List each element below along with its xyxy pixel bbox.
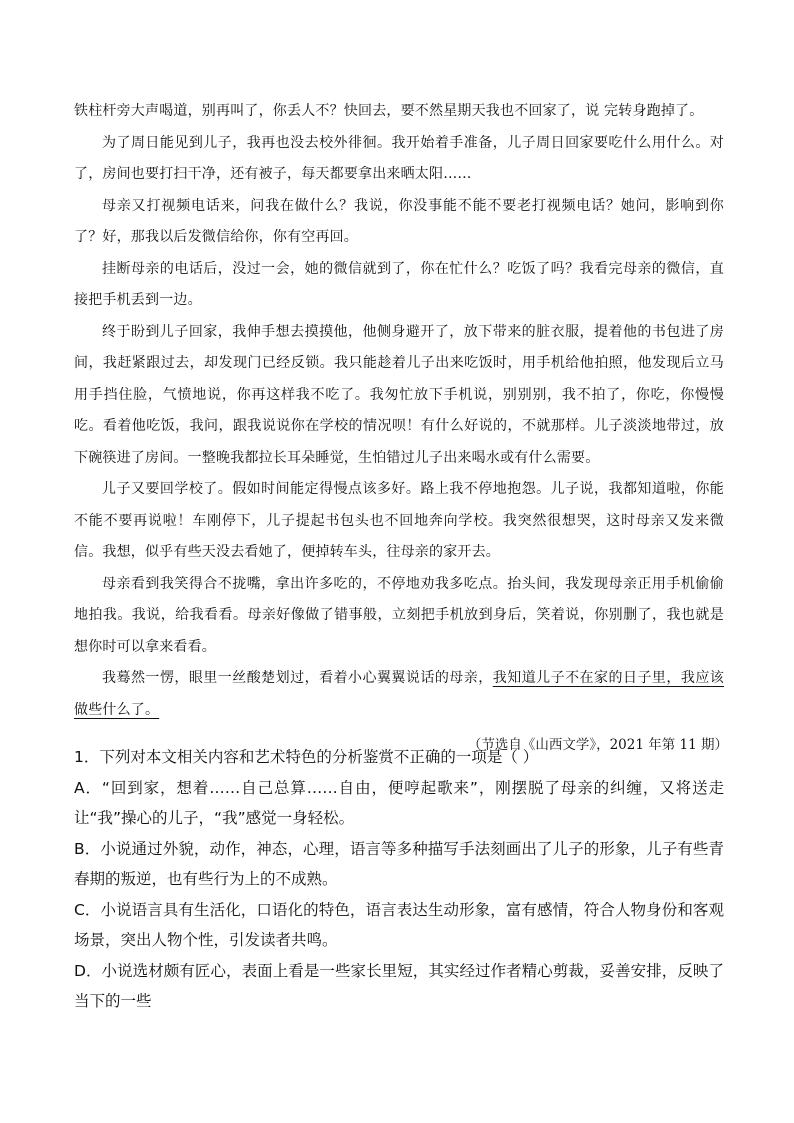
- paragraph-8-text: 我蓦然一愣，眼里一丝酸楚划过，看着小心翼翼说话的母亲，: [102, 670, 493, 686]
- option-d: D．小说选材颇有匠心，表面上看是一些家长里短，其实经过作者精心剪裁，妥善安排，反映了当下的一些: [74, 961, 724, 1010]
- option-c: C．小说语言具有生活化，口语化的特色，语言表达生动形象，富有感情，符合人物身份和客观场景，突出人物个性，引发读者共鸣。: [74, 900, 724, 949]
- question-section: [74, 742, 724, 1017]
- question-stem: 1．下列对本文相关内容和艺术特色的分析鉴赏不正确的一项是（ ）: [74, 748, 539, 766]
- underlined-sentence: 我知道儿子不在家的日子里，我应该做些什么了。: [74, 670, 725, 718]
- paragraph-2: 为了周日能见到儿子，我再也没去校外徘徊。我开始着手准备，儿子周日回家要吃什么用什么。对了，房间也要打扫干净，还有被子，每天都要拿出来晒太阳……: [74, 134, 724, 182]
- option-b: B．小说通过外貌，动作，神态，心理，语言等多种描写手法刻画出了儿子的形象，儿子有些青春期的叛逆，也有些行为上的不成熟。: [74, 839, 724, 888]
- paragraph-3: 母亲又打视频电话来，问我在做什么？我说，你没事能不能不要老打视频电话？她问，影响到你了？好，那我以后发微信给你，你有空再回。: [74, 197, 724, 245]
- option-a: A．“回到家，想着……自己总算……自由，便哼起歌来”，刚摆脱了母亲的纠缠，又将送走让“我”操心的儿子，“我”感觉一身轻松。: [74, 778, 724, 827]
- paragraph-8: [74, 663, 724, 726]
- story-passage: [74, 96, 724, 726]
- paragraph-1: 铁柱杆旁大声喝道，别再叫了，你丢人不？快回去，要不然星期天我也不回家了，说 完转身跑掉了。: [74, 103, 704, 119]
- paragraph-4: 挂断母亲的电话后，没过一会，她的微信就到了，你在忙什么？吃饭了吗？我看完母亲的微信，直接把手机丢到一边。: [74, 260, 724, 308]
- paragraph-6: 儿子又要回学校了。假如时间能定得慢点该多好。路上我不停地抱怨。儿子说，我都知道啦，你能不能不要再说啦！车刚停下，儿子提起书包头也不回地奔向学校。我突然很想哭，这时母亲又发来微信。我想，似乎有些天没去看她了，便掉转车头，往母亲的家开去。: [74, 481, 724, 560]
- paragraph-7: 母亲看到我笑得合不拢嘴，拿出许多吃的，不停地劝我多吃点。抬头间，我发现母亲正用手机偷偷地拍我。我说，给我看看。母亲好像做了错事般，立刻把手机放到身后，笑着说，你别删了，我也就是想你时可以拿来看看。: [74, 575, 724, 655]
- source-citation: （节选自《山西文学》，2021 年第 11 期）: [467, 737, 728, 753]
- paragraph-5: 终于盼到儿子回家，我伸手想去摸摸他，他侧身避开了，放下带来的脏衣服，提着他的书包进了房间，我赶紧跟过去，却发现门已经反锁。我只能趁着儿子出来吃饭时，用手机给他拍照，他发现后立马用手挡住脸，气愤地说，你再这样我不吃了。我匆忙放下手机说，别别别，我不拍了，你吃，你慢慢吃。看着他吃饭，我问，跟我说说你在学校的情况呗！有什么好说的，不就那样。儿子淡淡地带过，放下碗筷进了房间。一整晚我都拉长耳朵睡觉，生怕错过儿子出来喝水或有什么需要。: [74, 323, 724, 466]
